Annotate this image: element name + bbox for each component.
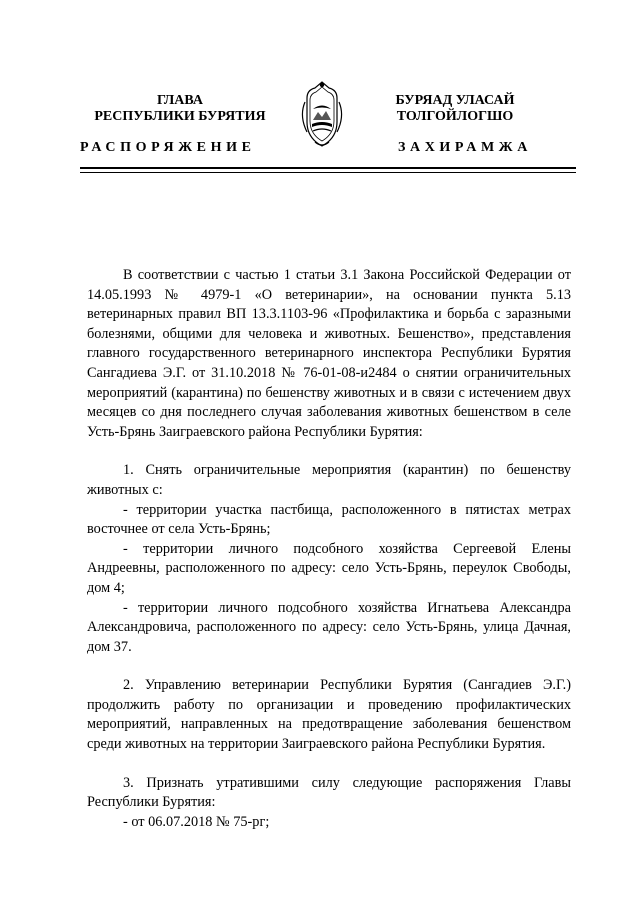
document-type-ru: РАСПОРЯЖЕНИЕ [80, 140, 256, 155]
item-1-subitem-c: - территории личного подсобного хозяйства Игнатьева Александра Александровича, расположенного по адресу: село Усть-Брянь, улица Дачная, дом 37. [87, 599, 571, 655]
preamble-paragraph: В соответствии с частью 1 статьи 3.1 Закона Российской Федерации от 14.05.1993 № 4979-1 «О ветеринарии», на основании пункта 5.13 ветеринарных правил ВП 13.3.1103-96 «Профилактика и борьба с заразными болезнями, общими для человека и животных. Бешенство», представления главного государственного ветеринарного инспектора Республики Бурятия Сангадиева Э.Г. от 31.10.2018 № 76-01-08-и2484 о снятии ограничительных мероприятий (карантина) по бешенству животных и в связи с истечением двух месяцев со дня последнего случая заболевания животных бешенством в селе Усть-Брянь Заиграевского района Республики Бурятия: [87, 267, 571, 440]
coat-of-arms-emblem [297, 76, 347, 150]
item-1-subitem-a: - территории участка пастбища, расположенного в пятистах метрах восточнее от села Усть-Брянь; [87, 501, 571, 538]
header-left-line2: РЕСПУБЛИКИ БУРЯТИЯ [94, 109, 266, 124]
item-3: 3. Признать утратившими силу следующие распоряжения Главы Республики Бурятия: [87, 774, 571, 811]
item-1-subitem-b: - территории личного подсобного хозяйства Сергеевой Елены Андреевны, расположенного по адресу: село Усть-Брянь, переулок Свободы, дом 4; [87, 540, 571, 596]
header-left-line1: ГЛАВА [157, 93, 203, 108]
document-type-bua: ЗАХИРАМЖА [398, 140, 532, 155]
header-right-line2: ТОЛГОЙЛОГШО [396, 109, 514, 124]
item-3-subitem-a: - от 06.07.2018 № 75-рг; [123, 813, 270, 830]
item-2: 2. Управлению ветеринарии Республики Бурятия (Сангадиев Э.Г.) продолжить работу по организации и проведению профилактических мероприятий, направленных на предотвращение заболевания бешенством среди животных на территории Заиграевского района Республики Бурятия. [87, 677, 571, 753]
header-right-authority [355, 93, 555, 125]
header-right-line1: БУРЯАД УЛАСАЙ [395, 93, 515, 108]
order-body [87, 266, 571, 832]
header-divider [80, 167, 576, 173]
header-left-authority [80, 93, 280, 125]
item-1: 1. Снять ограничительные мероприятия (карантин) по бешенству животных с: [87, 462, 571, 498]
